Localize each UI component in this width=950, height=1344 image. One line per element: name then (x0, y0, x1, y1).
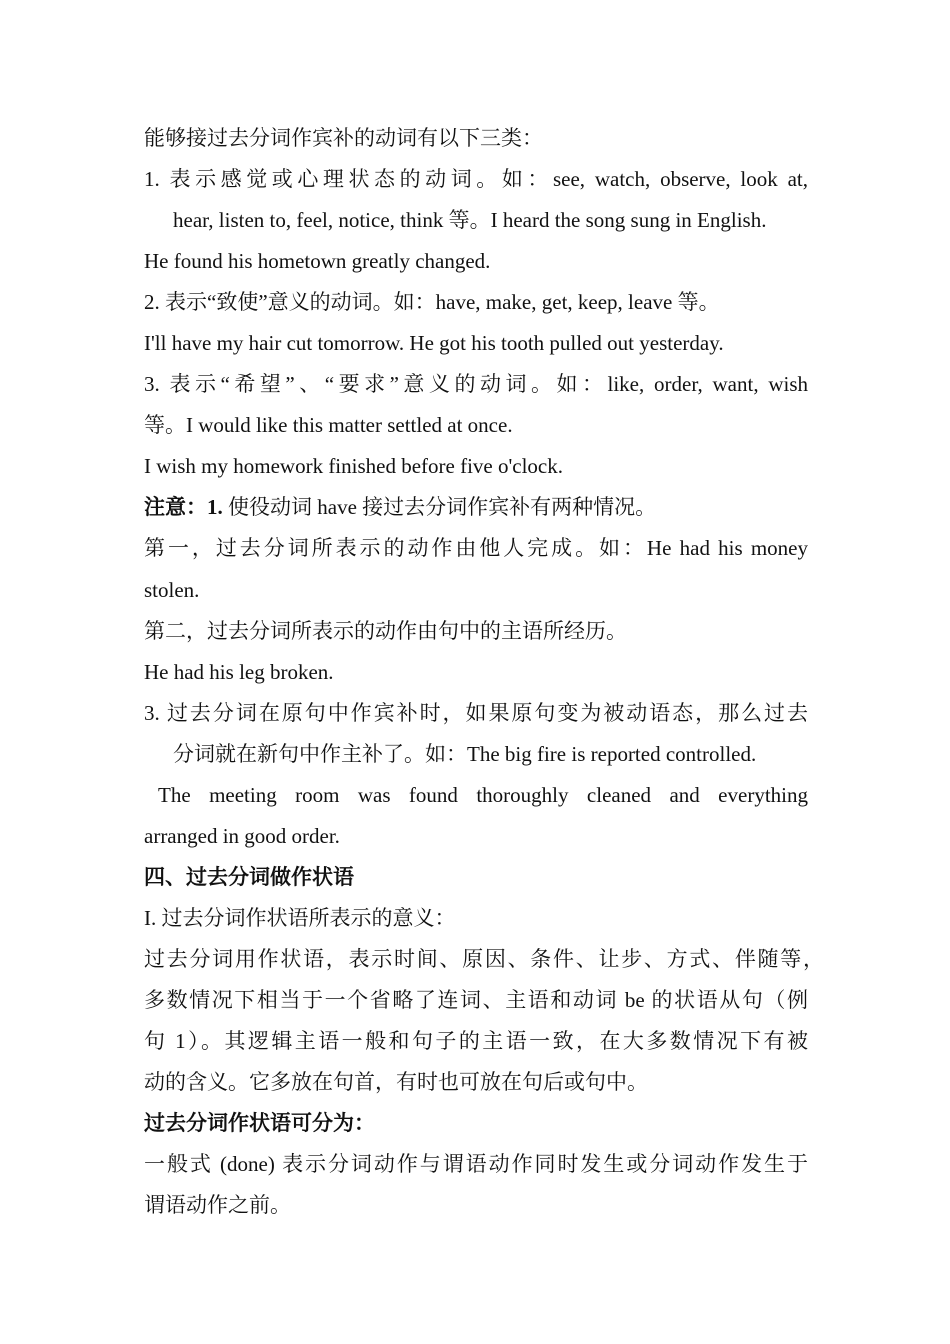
paragraph-line: 能够接过去分词作宾补的动词有以下三类： (144, 126, 543, 150)
paragraph-line: 过去分词用作状语，表示时间、原因、条件、让步、方式、伴随等， (144, 947, 824, 971)
paragraph-line: stolen. (144, 578, 200, 602)
section-heading: 四、过去分词做作状语 (144, 865, 354, 889)
paragraph-line: 第二，过去分词所表示的动作由句中的主语所经历。 (144, 619, 627, 643)
paragraph-line: 谓语动作之前。 (144, 1193, 291, 1217)
paragraph-line: 分词就在新句中作主补了。如：The big fire is reported controlled. (173, 742, 757, 766)
paragraph-line: hear, listen to, feel, notice, think 等。I heard the song sung in English. (173, 208, 767, 232)
paragraph-line: I wish my homework finished before five o'clock. (144, 454, 564, 478)
paragraph-line: 多数情况下相当于一个省略了连词、主语和动词 be 的状语从句（例 (144, 988, 808, 1012)
paragraph-line: 1. 表示感觉或心理状态的动词。如：see, watch, observe, look at, (144, 167, 808, 191)
paragraph-line: 句 1）。其逻辑主语一般和句子的主语一致，在大多数情况下有被 (144, 1029, 808, 1053)
note-label: 注意：1. (144, 495, 223, 519)
paragraph-line: 一般式 (done) 表示分词动作与谓语动作同时发生或分词动作发生于 (144, 1152, 808, 1176)
paragraph-line: 第一，过去分词所表示的动作由他人完成。如：He had his money (144, 536, 808, 560)
bold-subheading: 过去分词作状语可分为： (144, 1111, 375, 1135)
subsection-heading: I. 过去分词作状语所表示的意义： (144, 906, 456, 930)
note-text: 使役动词 have 接过去分词作宾补有两种情况。 (222, 495, 657, 519)
note-line (144, 494, 808, 520)
paragraph-line: 2. 表示“致使”意义的动词。如：have, make, get, keep, leave 等。 (144, 290, 720, 314)
paragraph-line: 3. 过去分词在原句中作宾补时，如果原句变为被动语态，那么过去 (144, 701, 808, 725)
paragraph-line: 动的含义。它多放在句首，有时也可放在句后或句中。 (144, 1070, 648, 1094)
paragraph-line: The meeting room was found thoroughly cleaned and everything (158, 783, 808, 807)
paragraph-line: He had his leg broken. (144, 660, 334, 684)
paragraph-line: arranged in good order. (144, 824, 340, 848)
paragraph-line: 3. 表示“希望”、“要求”意义的动词。如：like, order, want, wish (144, 372, 808, 396)
paragraph-line: 等。I would like this matter settled at once. (144, 413, 513, 437)
paragraph-line: He found his hometown greatly changed. (144, 249, 491, 273)
paragraph-line: I'll have my hair cut tomorrow. He got his tooth pulled out yesterday. (144, 331, 724, 355)
